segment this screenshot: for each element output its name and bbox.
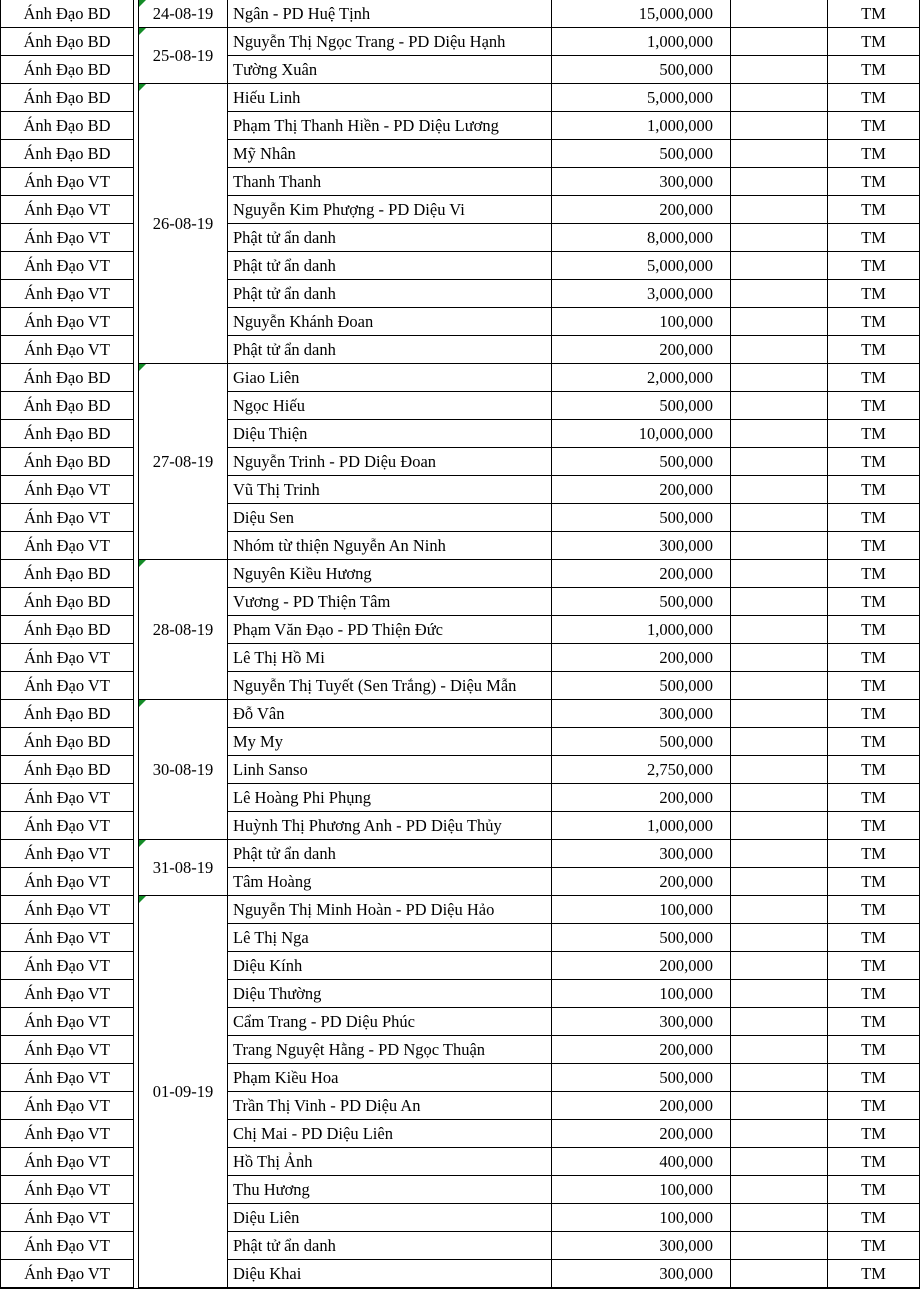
date-label: 30-08-19 [152,759,214,779]
note-cell[interactable] [731,1204,828,1232]
branch-cell[interactable]: Ánh Đạo VT [0,644,134,672]
note-cell[interactable] [731,448,828,476]
donor-name-cell[interactable]: Hiếu Linh [228,84,552,112]
payment-method-cell[interactable]: TM [828,392,920,420]
amount-cell[interactable]: 15,000,000 [552,0,731,28]
note-cell[interactable] [731,616,828,644]
donor-name-cell[interactable]: Nhóm từ thiện Nguyễn An Ninh [228,532,552,560]
donor-name-cell[interactable]: Phạm Thị Thanh Hiền - PD Diệu Lương [228,112,552,140]
donor-name-cell[interactable]: Diệu Liên [228,1204,552,1232]
error-indicator-triangle [139,560,146,567]
payment-method-cell[interactable]: TM [828,196,920,224]
payment-method-cell[interactable]: TM [828,896,920,924]
branch-cell[interactable]: Ánh Đạo BD [0,28,134,56]
donor-name-cell[interactable]: Cẩm Trang - PD Diệu Phúc [228,1008,552,1036]
donor-name-cell[interactable]: Đỗ Vân [228,700,552,728]
branch-cell[interactable]: Ánh Đạo VT [0,532,134,560]
branch-cell[interactable]: Ánh Đạo BD [0,112,134,140]
amount-cell[interactable]: 200,000 [552,1120,731,1148]
payment-method-cell[interactable]: TM [828,168,920,196]
payment-method-cell[interactable]: TM [828,952,920,980]
branch-cell[interactable]: Ánh Đạo VT [0,896,134,924]
amount-cell[interactable]: 200,000 [552,868,731,896]
payment-method-cell[interactable]: TM [828,140,920,168]
donor-name-cell[interactable]: Vương - PD Thiện Tâm [228,588,552,616]
branch-cell[interactable]: Ánh Đạo BD [0,420,134,448]
branch-cell[interactable]: Ánh Đạo BD [0,700,134,728]
branch-cell[interactable]: Ánh Đạo BD [0,588,134,616]
error-indicator-triangle [139,0,146,7]
amount-cell[interactable]: 5,000,000 [552,84,731,112]
payment-method-cell[interactable]: TM [828,868,920,896]
amount-cell[interactable]: 500,000 [552,1064,731,1092]
amount-cell[interactable]: 10,000,000 [552,420,731,448]
branch-cell[interactable]: Ánh Đạo VT [0,1092,134,1120]
note-cell[interactable] [731,196,828,224]
amount-cell[interactable]: 200,000 [552,784,731,812]
donor-name-cell[interactable]: Thu Hương [228,1176,552,1204]
branch-cell[interactable]: Ánh Đạo VT [0,840,134,868]
note-cell[interactable] [731,420,828,448]
amount-cell[interactable]: 300,000 [552,840,731,868]
donor-name-cell[interactable]: Tâm Hoàng [228,868,552,896]
payment-method-cell[interactable]: TM [828,560,920,588]
branch-cell[interactable]: Ánh Đạo VT [0,476,134,504]
payment-method-cell[interactable]: TM [828,1232,920,1260]
error-indicator-triangle [139,700,146,707]
branch-cell[interactable]: Ánh Đạo BD [0,560,134,588]
donor-name-cell[interactable]: Nguyễn Trinh - PD Diệu Đoan [228,448,552,476]
branch-cell[interactable]: Ánh Đạo BD [0,728,134,756]
note-cell[interactable] [731,784,828,812]
payment-method-cell[interactable]: TM [828,812,920,840]
note-cell[interactable] [731,504,828,532]
branch-cell[interactable]: Ánh Đạo BD [0,140,134,168]
amount-cell[interactable]: 100,000 [552,308,731,336]
donor-name-cell[interactable]: Phạm Văn Đạo - PD Thiện Đức [228,616,552,644]
amount-cell[interactable]: 500,000 [552,56,731,84]
note-cell[interactable] [731,1232,828,1260]
donor-name-cell[interactable]: Trang Nguyệt Hằng - PD Ngọc Thuận [228,1036,552,1064]
note-cell[interactable] [731,588,828,616]
donor-name-cell[interactable]: Linh Sanso [228,756,552,784]
amount-cell[interactable]: 300,000 [552,700,731,728]
branch-cell[interactable]: Ánh Đạo VT [0,812,134,840]
note-cell[interactable] [731,644,828,672]
branch-cell[interactable]: Ánh Đạo VT [0,1148,134,1176]
payment-method-cell[interactable]: TM [828,840,920,868]
amount-cell[interactable]: 300,000 [552,1008,731,1036]
branch-cell[interactable]: Ánh Đạo VT [0,280,134,308]
payment-method-cell[interactable]: TM [828,728,920,756]
payment-method-cell[interactable]: TM [828,756,920,784]
payment-method-cell[interactable]: TM [828,980,920,1008]
payment-method-cell[interactable]: TM [828,1260,920,1288]
branch-cell[interactable]: Ánh Đạo BD [0,0,134,28]
amount-cell[interactable]: 2,000,000 [552,364,731,392]
donor-name-cell[interactable]: Phật tử ẩn danh [228,336,552,364]
branch-cell[interactable]: Ánh Đạo VT [0,952,134,980]
donor-name-cell[interactable]: Phật tử ẩn danh [228,840,552,868]
payment-method-cell[interactable]: TM [828,588,920,616]
payment-method-cell[interactable]: TM [828,476,920,504]
amount-cell[interactable]: 300,000 [552,532,731,560]
amount-cell[interactable]: 100,000 [552,1204,731,1232]
donor-name-cell[interactable]: Mỹ Nhân [228,140,552,168]
note-cell[interactable] [731,1064,828,1092]
date-cell[interactable] [138,840,228,896]
error-indicator-triangle [139,896,146,903]
error-indicator-triangle [139,28,146,35]
amount-cell[interactable]: 500,000 [552,728,731,756]
note-cell[interactable] [731,672,828,700]
payment-method-cell[interactable]: TM [828,56,920,84]
amount-cell[interactable]: 200,000 [552,644,731,672]
donor-name-cell[interactable]: Ngọc Hiếu [228,392,552,420]
branch-cell[interactable]: Ánh Đạo VT [0,336,134,364]
payment-method-cell[interactable]: TM [828,308,920,336]
payment-method-cell[interactable]: TM [828,364,920,392]
amount-cell[interactable]: 1,000,000 [552,28,731,56]
amount-cell[interactable]: 300,000 [552,168,731,196]
payment-method-cell[interactable]: TM [828,336,920,364]
branch-cell[interactable]: Ánh Đạo VT [0,1036,134,1064]
branch-cell[interactable]: Ánh Đạo VT [0,868,134,896]
amount-cell[interactable]: 200,000 [552,336,731,364]
payment-method-cell[interactable]: TM [828,252,920,280]
donor-name-cell[interactable]: Phật tử ẩn danh [228,280,552,308]
note-cell[interactable] [731,0,828,28]
donor-name-cell[interactable]: Nguyễn Thị Ngọc Trang - PD Diệu Hạnh [228,28,552,56]
amount-cell[interactable]: 500,000 [552,448,731,476]
note-cell[interactable] [731,280,828,308]
payment-method-cell[interactable]: TM [828,532,920,560]
amount-cell[interactable]: 300,000 [552,1260,731,1288]
branch-cell[interactable]: Ánh Đạo VT [0,980,134,1008]
donor-name-cell[interactable]: Nguyên Kiều Hương [228,560,552,588]
payment-method-cell[interactable]: TM [828,112,920,140]
note-cell[interactable] [731,840,828,868]
donor-name-cell[interactable]: Huỳnh Thị Phương Anh - PD Diệu Thủy [228,812,552,840]
note-cell[interactable] [731,1176,828,1204]
donor-name-cell[interactable]: Hồ Thị Ảnh [228,1148,552,1176]
note-cell[interactable] [731,308,828,336]
note-cell[interactable] [731,392,828,420]
amount-cell[interactable]: 8,000,000 [552,224,731,252]
note-cell[interactable] [731,952,828,980]
branch-cell[interactable]: Ánh Đạo VT [0,784,134,812]
payment-method-cell[interactable]: TM [828,672,920,700]
payment-method-cell[interactable]: TM [828,1176,920,1204]
branch-cell[interactable]: Ánh Đạo VT [0,1204,134,1232]
note-cell[interactable] [731,1008,828,1036]
payment-method-cell[interactable]: TM [828,1036,920,1064]
amount-cell[interactable]: 200,000 [552,560,731,588]
donor-name-cell[interactable]: Nguyễn Thị Minh Hoàn - PD Diệu Hảo [228,896,552,924]
branch-cell[interactable]: Ánh Đạo VT [0,504,134,532]
branch-cell[interactable]: Ánh Đạo BD [0,756,134,784]
date-cell[interactable] [138,0,228,28]
branch-cell[interactable]: Ánh Đạo VT [0,1176,134,1204]
donor-name-cell[interactable]: Chị Mai - PD Diệu Liên [228,1120,552,1148]
donor-name-cell[interactable]: Lê Thị Nga [228,924,552,952]
donor-name-cell[interactable]: Diệu Thiện [228,420,552,448]
payment-method-cell[interactable]: TM [828,420,920,448]
date-cell[interactable] [138,896,228,1288]
donor-name-cell[interactable]: Trần Thị Vinh - PD Diệu An [228,1092,552,1120]
note-cell[interactable] [731,980,828,1008]
amount-cell[interactable]: 400,000 [552,1148,731,1176]
amount-cell[interactable]: 200,000 [552,952,731,980]
note-cell[interactable] [731,700,828,728]
amount-cell[interactable]: 500,000 [552,392,731,420]
note-cell[interactable] [731,924,828,952]
note-cell[interactable] [731,812,828,840]
amount-cell[interactable]: 5,000,000 [552,252,731,280]
date-cell[interactable] [138,28,228,84]
date-label: 01-09-19 [152,1081,214,1101]
donor-name-cell[interactable]: My My [228,728,552,756]
note-cell[interactable] [731,364,828,392]
amount-cell[interactable]: 200,000 [552,1092,731,1120]
donor-name-cell[interactable]: Phạm Kiều Hoa [228,1064,552,1092]
date-label: 26-08-19 [152,213,214,233]
branch-cell[interactable]: Ánh Đạo VT [0,924,134,952]
payment-method-cell[interactable]: TM [828,1120,920,1148]
error-indicator-triangle [139,840,146,847]
note-cell[interactable] [731,140,828,168]
payment-method-cell[interactable]: TM [828,1008,920,1036]
donor-name-cell[interactable]: Ngân - PD Huệ Tịnh [228,0,552,28]
payment-method-cell[interactable]: TM [828,1092,920,1120]
donor-name-cell[interactable]: Lê Thị Hồ Mi [228,644,552,672]
branch-cell[interactable]: Ánh Đạo VT [0,1120,134,1148]
payment-method-cell[interactable]: TM [828,1064,920,1092]
donor-name-cell[interactable]: Phật tử ẩn danh [228,224,552,252]
payment-method-cell[interactable]: TM [828,644,920,672]
note-cell[interactable] [731,1092,828,1120]
note-cell[interactable] [731,532,828,560]
payment-method-cell[interactable]: TM [828,616,920,644]
donor-name-cell[interactable]: Diệu Kính [228,952,552,980]
branch-cell[interactable]: Ánh Đạo VT [0,308,134,336]
date-cell[interactable] [138,560,228,700]
amount-cell[interactable]: 500,000 [552,924,731,952]
payment-method-cell[interactable]: TM [828,84,920,112]
amount-cell[interactable]: 200,000 [552,1036,731,1064]
date-label: 24-08-19 [152,3,214,23]
donor-name-cell[interactable]: Diệu Sen [228,504,552,532]
branch-cell[interactable]: Ánh Đạo VT [0,1064,134,1092]
donor-name-cell[interactable]: Phật tử ẩn danh [228,1232,552,1260]
donor-name-cell[interactable]: Vũ Thị Trinh [228,476,552,504]
amount-cell[interactable]: 200,000 [552,196,731,224]
payment-method-cell[interactable]: TM [828,224,920,252]
branch-cell[interactable]: Ánh Đạo VT [0,224,134,252]
payment-method-cell[interactable]: TM [828,1148,920,1176]
branch-cell[interactable]: Ánh Đạo VT [0,252,134,280]
payment-method-cell[interactable]: TM [828,280,920,308]
payment-method-cell[interactable]: TM [828,924,920,952]
note-cell[interactable] [731,1260,828,1288]
date-cell[interactable] [138,84,228,364]
branch-cell[interactable]: Ánh Đạo VT [0,1260,134,1288]
branch-cell[interactable]: Ánh Đạo VT [0,196,134,224]
branch-cell[interactable]: Ánh Đạo VT [0,1232,134,1260]
donor-name-cell[interactable]: Nguyễn Khánh Đoan [228,308,552,336]
branch-cell[interactable]: Ánh Đạo VT [0,168,134,196]
amount-cell[interactable]: 500,000 [552,504,731,532]
branch-cell[interactable]: Ánh Đạo BD [0,392,134,420]
note-cell[interactable] [731,756,828,784]
note-cell[interactable] [731,560,828,588]
amount-cell[interactable]: 100,000 [552,896,731,924]
amount-cell[interactable]: 200,000 [552,476,731,504]
payment-method-cell[interactable]: TM [828,28,920,56]
amount-cell[interactable]: 500,000 [552,140,731,168]
date-cell[interactable] [138,364,228,560]
date-label: 31-08-19 [152,857,214,877]
amount-cell[interactable]: 100,000 [552,980,731,1008]
note-cell[interactable] [731,84,828,112]
note-cell[interactable] [731,1120,828,1148]
donor-name-cell[interactable]: Tường Xuân [228,56,552,84]
branch-cell[interactable]: Ánh Đạo BD [0,364,134,392]
note-cell[interactable] [731,1148,828,1176]
date-label: 27-08-19 [152,451,214,471]
note-cell[interactable] [731,168,828,196]
amount-cell[interactable]: 1,000,000 [552,616,731,644]
donor-name-cell[interactable]: Nguyễn Kim Phượng - PD Diệu Vi [228,196,552,224]
amount-cell[interactable]: 1,000,000 [552,112,731,140]
payment-method-cell[interactable]: TM [828,700,920,728]
payment-method-cell[interactable]: TM [828,1204,920,1232]
note-cell[interactable] [731,336,828,364]
date-label: 25-08-19 [152,45,214,65]
donor-name-cell[interactable]: Phật tử ẩn danh [228,252,552,280]
note-cell[interactable] [731,56,828,84]
date-cell[interactable] [138,700,228,840]
donor-name-cell[interactable]: Diệu Khai [228,1260,552,1288]
donor-name-cell[interactable]: Thanh Thanh [228,168,552,196]
note-cell[interactable] [731,728,828,756]
branch-cell[interactable]: Ánh Đạo VT [0,1008,134,1036]
donor-name-cell[interactable]: Lê Hoàng Phi Phụng [228,784,552,812]
amount-cell[interactable]: 100,000 [552,1176,731,1204]
donor-name-cell[interactable]: Diệu Thường [228,980,552,1008]
donor-name-cell[interactable]: Nguyễn Thị Tuyết (Sen Trắng) - Diệu Mẫn [228,672,552,700]
amount-cell[interactable]: 500,000 [552,588,731,616]
note-cell[interactable] [731,28,828,56]
note-cell[interactable] [731,476,828,504]
payment-method-cell[interactable]: TM [828,504,920,532]
amount-cell[interactable]: 300,000 [552,1232,731,1260]
note-cell[interactable] [731,252,828,280]
amount-cell[interactable]: 3,000,000 [552,280,731,308]
amount-cell[interactable]: 1,000,000 [552,812,731,840]
error-indicator-triangle [139,364,146,371]
note-cell[interactable] [731,896,828,924]
donor-name-cell[interactable]: Giao Liên [228,364,552,392]
note-cell[interactable] [731,1036,828,1064]
branch-cell[interactable]: Ánh Đạo BD [0,448,134,476]
branch-cell[interactable]: Ánh Đạo VT [0,672,134,700]
note-cell[interactable] [731,112,828,140]
note-cell[interactable] [731,224,828,252]
branch-cell[interactable]: Ánh Đạo BD [0,616,134,644]
branch-cell[interactable]: Ánh Đạo BD [0,56,134,84]
payment-method-cell[interactable]: TM [828,0,920,28]
amount-cell[interactable]: 2,750,000 [552,756,731,784]
branch-cell[interactable]: Ánh Đạo BD [0,84,134,112]
payment-method-cell[interactable]: TM [828,784,920,812]
payment-method-cell[interactable]: TM [828,448,920,476]
error-indicator-triangle [139,84,146,91]
amount-cell[interactable]: 500,000 [552,672,731,700]
date-label: 28-08-19 [152,619,214,639]
note-cell[interactable] [731,868,828,896]
